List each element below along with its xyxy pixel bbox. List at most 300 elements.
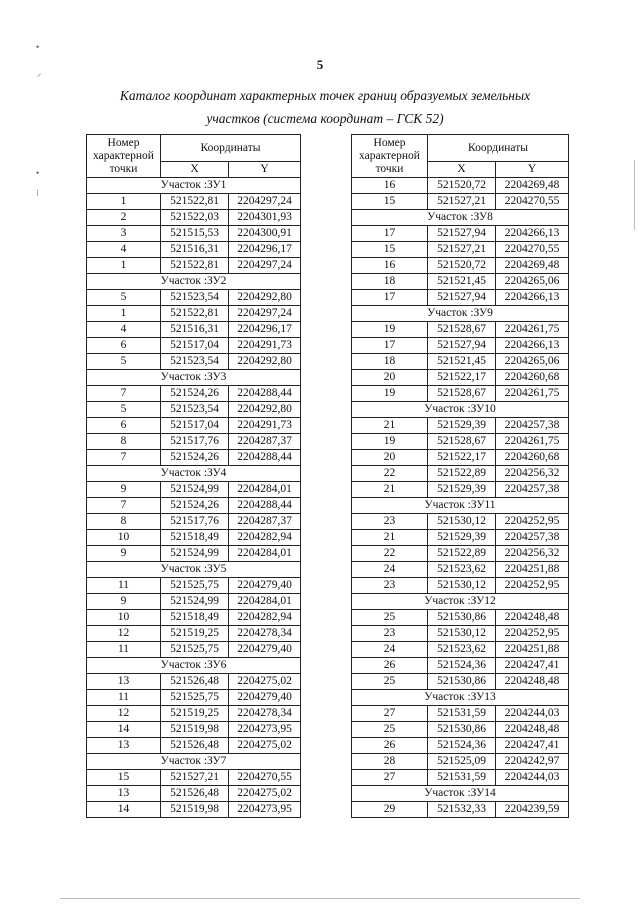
- point-number-cell: 13: [87, 738, 161, 754]
- point-number-cell: 23: [352, 578, 428, 594]
- section-row: [352, 306, 569, 322]
- y-coordinate-cell: 2204297,24: [229, 194, 301, 210]
- x-coordinate-cell: 521515,53: [161, 226, 229, 242]
- point-number-cell: 21: [352, 482, 428, 498]
- x-coordinate-cell: 521525,75: [161, 642, 229, 658]
- x-coordinate-cell: 521524,26: [161, 498, 229, 514]
- x-coordinate-cell: 521520,72: [428, 258, 496, 274]
- point-number-cell: 22: [352, 466, 428, 482]
- table-row: [87, 706, 301, 722]
- header-point-number-line: точки: [375, 162, 404, 175]
- y-coordinate-cell: 2204288,44: [229, 450, 301, 466]
- y-coordinate-cell: 2204261,75: [496, 322, 569, 338]
- x-coordinate-cell: 521521,45: [428, 354, 496, 370]
- x-coordinate-cell: 521522,89: [428, 546, 496, 562]
- table-row: [352, 418, 569, 434]
- x-coordinate-cell: 521525,75: [161, 690, 229, 706]
- y-coordinate-cell: 2204266,13: [496, 338, 569, 354]
- table-row: [87, 338, 301, 354]
- section-row: [87, 274, 301, 290]
- x-coordinate-cell: 521527,94: [428, 226, 496, 242]
- table-row: [87, 642, 301, 658]
- header-point-number: [352, 135, 428, 178]
- table-row: [352, 274, 569, 290]
- x-coordinate-cell: 521519,25: [161, 626, 229, 642]
- table-row: [87, 578, 301, 594]
- table-row: [87, 210, 301, 226]
- section-row: [87, 466, 301, 482]
- point-number-cell: 23: [352, 626, 428, 642]
- section-title: Участок :ЗУ2: [87, 274, 301, 290]
- table-row: [87, 386, 301, 402]
- x-coordinate-cell: 521517,04: [161, 418, 229, 434]
- x-coordinate-cell: 521526,48: [161, 786, 229, 802]
- y-coordinate-cell: 2204248,48: [496, 674, 569, 690]
- section-title: Участок :ЗУ6: [87, 658, 301, 674]
- section-title: Участок :ЗУ13: [352, 690, 569, 706]
- y-coordinate-cell: 2204247,41: [496, 738, 569, 754]
- x-coordinate-cell: 521522,17: [428, 450, 496, 466]
- table-row: [87, 402, 301, 418]
- table-row: [352, 626, 569, 642]
- x-coordinate-cell: 521529,39: [428, 418, 496, 434]
- x-coordinate-cell: 521527,94: [428, 290, 496, 306]
- table-row: [87, 434, 301, 450]
- y-coordinate-cell: 2204287,37: [229, 434, 301, 450]
- x-coordinate-cell: 521525,09: [428, 754, 496, 770]
- y-coordinate-cell: 2204284,01: [229, 546, 301, 562]
- point-number-cell: 21: [352, 530, 428, 546]
- x-coordinate-cell: 521517,76: [161, 514, 229, 530]
- table-row: [352, 194, 569, 210]
- header-coordinates: Координаты: [161, 135, 301, 162]
- point-number-cell: 8: [87, 434, 161, 450]
- point-number-cell: 9: [87, 594, 161, 610]
- y-coordinate-cell: 2204261,75: [496, 434, 569, 450]
- point-number-cell: 18: [352, 274, 428, 290]
- table-row: [87, 546, 301, 562]
- x-coordinate-cell: 521530,86: [428, 610, 496, 626]
- table-row: [87, 498, 301, 514]
- point-number-cell: 2: [87, 210, 161, 226]
- point-number-cell: 14: [87, 802, 161, 818]
- point-number-cell: 11: [87, 578, 161, 594]
- point-number-cell: 20: [352, 450, 428, 466]
- y-coordinate-cell: 2204288,44: [229, 498, 301, 514]
- table-row: [87, 610, 301, 626]
- y-coordinate-cell: 2204282,94: [229, 610, 301, 626]
- y-coordinate-cell: 2204269,48: [496, 178, 569, 194]
- y-coordinate-cell: 2204279,40: [229, 642, 301, 658]
- table-row: [352, 738, 569, 754]
- point-number-cell: 11: [87, 642, 161, 658]
- table-row: [87, 738, 301, 754]
- x-coordinate-cell: 521523,54: [161, 402, 229, 418]
- x-coordinate-cell: 521524,36: [428, 738, 496, 754]
- y-coordinate-cell: 2204269,48: [496, 258, 569, 274]
- x-coordinate-cell: 521522,81: [161, 194, 229, 210]
- y-coordinate-cell: 2204265,06: [496, 354, 569, 370]
- table-row: [87, 514, 301, 530]
- x-coordinate-cell: 521522,81: [161, 258, 229, 274]
- scan-dot: •: [36, 42, 40, 52]
- y-coordinate-cell: 2204242,97: [496, 754, 569, 770]
- point-number-cell: 24: [352, 562, 428, 578]
- x-coordinate-cell: 521530,86: [428, 722, 496, 738]
- y-coordinate-cell: 2204292,80: [229, 354, 301, 370]
- table-row: [87, 674, 301, 690]
- point-number-cell: 26: [352, 658, 428, 674]
- x-coordinate-cell: 521519,25: [161, 706, 229, 722]
- y-coordinate-cell: 2204252,95: [496, 626, 569, 642]
- y-coordinate-cell: 2204270,55: [229, 770, 301, 786]
- x-coordinate-cell: 521527,21: [161, 770, 229, 786]
- x-coordinate-cell: 521517,76: [161, 434, 229, 450]
- x-coordinate-cell: 521528,67: [428, 386, 496, 402]
- point-number-cell: 1: [87, 306, 161, 322]
- y-coordinate-cell: 2204248,48: [496, 610, 569, 626]
- table-row: [352, 530, 569, 546]
- y-coordinate-cell: 2204300,91: [229, 226, 301, 242]
- x-coordinate-cell: 521518,49: [161, 610, 229, 626]
- x-coordinate-cell: 521522,03: [161, 210, 229, 226]
- x-coordinate-cell: 521519,98: [161, 722, 229, 738]
- point-number-cell: 21: [352, 418, 428, 434]
- point-number-cell: 15: [352, 194, 428, 210]
- y-coordinate-cell: 2204270,55: [496, 242, 569, 258]
- table-row: [352, 578, 569, 594]
- coordinates-table-right: [351, 134, 569, 818]
- x-coordinate-cell: 521524,99: [161, 594, 229, 610]
- header-point-number: [87, 135, 161, 178]
- table-row: [87, 226, 301, 242]
- table-row: [87, 290, 301, 306]
- point-number-cell: 5: [87, 402, 161, 418]
- point-number-cell: 27: [352, 770, 428, 786]
- table-row: [87, 354, 301, 370]
- table-row: [352, 258, 569, 274]
- section-title: Участок :ЗУ5: [87, 562, 301, 578]
- x-coordinate-cell: 521524,36: [428, 658, 496, 674]
- y-coordinate-cell: 2204252,95: [496, 514, 569, 530]
- point-number-cell: 4: [87, 242, 161, 258]
- table-row: [87, 242, 301, 258]
- x-coordinate-cell: 521519,98: [161, 802, 229, 818]
- x-coordinate-cell: 521523,54: [161, 354, 229, 370]
- point-number-cell: 13: [87, 786, 161, 802]
- y-coordinate-cell: 2204292,80: [229, 290, 301, 306]
- table-row: [352, 610, 569, 626]
- table-row: [352, 754, 569, 770]
- point-number-cell: 17: [352, 338, 428, 354]
- y-coordinate-cell: 2204279,40: [229, 690, 301, 706]
- table-row: [87, 802, 301, 818]
- table-row: [352, 674, 569, 690]
- point-number-cell: 15: [87, 770, 161, 786]
- y-coordinate-cell: 2204251,88: [496, 562, 569, 578]
- section-row: [352, 210, 569, 226]
- header-point-number-line: характерной: [359, 149, 420, 162]
- table-row: [352, 562, 569, 578]
- coordinates-table-left: [86, 134, 301, 818]
- table-row: [352, 802, 569, 818]
- x-coordinate-cell: 521532,33: [428, 802, 496, 818]
- table-row: [352, 322, 569, 338]
- section-row: [87, 562, 301, 578]
- scan-edge-line: [634, 160, 635, 230]
- point-number-cell: 20: [352, 370, 428, 386]
- x-coordinate-cell: 521527,21: [428, 194, 496, 210]
- y-coordinate-cell: 2204297,24: [229, 306, 301, 322]
- point-number-cell: 7: [87, 450, 161, 466]
- x-coordinate-cell: 521525,75: [161, 578, 229, 594]
- x-coordinate-cell: 521527,21: [428, 242, 496, 258]
- x-coordinate-cell: 521523,62: [428, 642, 496, 658]
- point-number-cell: 12: [87, 626, 161, 642]
- y-coordinate-cell: 2204265,06: [496, 274, 569, 290]
- table-row: [87, 450, 301, 466]
- header-coordinates: Координаты: [428, 135, 569, 162]
- y-coordinate-cell: 2204256,32: [496, 466, 569, 482]
- section-row: [352, 786, 569, 802]
- point-number-cell: 22: [352, 546, 428, 562]
- point-number-cell: 19: [352, 386, 428, 402]
- y-coordinate-cell: 2204284,01: [229, 594, 301, 610]
- table-row: [352, 482, 569, 498]
- header-point-number-line: характерной: [93, 149, 154, 162]
- table-row: [87, 306, 301, 322]
- point-number-cell: 17: [352, 226, 428, 242]
- point-number-cell: 24: [352, 642, 428, 658]
- x-coordinate-cell: 521528,67: [428, 322, 496, 338]
- x-coordinate-cell: 521526,48: [161, 674, 229, 690]
- point-number-cell: 18: [352, 354, 428, 370]
- header-x: X: [428, 162, 496, 178]
- table-row: [87, 194, 301, 210]
- y-coordinate-cell: 2204297,24: [229, 258, 301, 274]
- table-row: [352, 706, 569, 722]
- point-number-cell: 25: [352, 722, 428, 738]
- page-number: 5: [316, 57, 324, 72]
- y-coordinate-cell: 2204288,44: [229, 386, 301, 402]
- header-y: Y: [229, 162, 301, 178]
- y-coordinate-cell: 2204278,34: [229, 706, 301, 722]
- x-coordinate-cell: 521524,99: [161, 482, 229, 498]
- y-coordinate-cell: 2204244,03: [496, 770, 569, 786]
- x-coordinate-cell: 521523,54: [161, 290, 229, 306]
- table-row: [87, 626, 301, 642]
- point-number-cell: 4: [87, 322, 161, 338]
- y-coordinate-cell: 2204251,88: [496, 642, 569, 658]
- x-coordinate-cell: 521521,45: [428, 274, 496, 290]
- header-x: X: [161, 162, 229, 178]
- x-coordinate-cell: 521523,62: [428, 562, 496, 578]
- y-coordinate-cell: 2204260,68: [496, 450, 569, 466]
- point-number-cell: 23: [352, 514, 428, 530]
- y-coordinate-cell: 2204275,02: [229, 738, 301, 754]
- table-row: [87, 722, 301, 738]
- y-coordinate-cell: 2204296,17: [229, 242, 301, 258]
- scan-dot: ⁝: [36, 188, 39, 198]
- point-number-cell: 6: [87, 418, 161, 434]
- x-coordinate-cell: 521528,67: [428, 434, 496, 450]
- y-coordinate-cell: 2204273,95: [229, 802, 301, 818]
- point-number-cell: 26: [352, 738, 428, 754]
- x-coordinate-cell: 521524,26: [161, 450, 229, 466]
- table-row: [352, 722, 569, 738]
- table-row: [352, 514, 569, 530]
- y-coordinate-cell: 2204248,48: [496, 722, 569, 738]
- table-row: [87, 418, 301, 434]
- section-title: Участок :ЗУ9: [352, 306, 569, 322]
- point-number-cell: 16: [352, 178, 428, 194]
- table-row: [352, 466, 569, 482]
- section-title: Участок :ЗУ14: [352, 786, 569, 802]
- table-row: [352, 386, 569, 402]
- x-coordinate-cell: 521516,31: [161, 322, 229, 338]
- table-row: [87, 690, 301, 706]
- table-row: [87, 530, 301, 546]
- point-number-cell: 10: [87, 530, 161, 546]
- point-number-cell: 12: [87, 706, 161, 722]
- section-title: Участок :ЗУ11: [352, 498, 569, 514]
- y-coordinate-cell: 2204282,94: [229, 530, 301, 546]
- x-coordinate-cell: 521520,72: [428, 178, 496, 194]
- table-row: [352, 338, 569, 354]
- section-title: Участок :ЗУ3: [87, 370, 301, 386]
- table-row: [352, 370, 569, 386]
- heading-line-2: участков (система координат – ГСК 52): [206, 111, 444, 126]
- section-row: [352, 594, 569, 610]
- point-number-cell: 5: [87, 354, 161, 370]
- point-number-cell: 14: [87, 722, 161, 738]
- section-title: Участок :ЗУ7: [87, 754, 301, 770]
- y-coordinate-cell: 2204287,37: [229, 514, 301, 530]
- y-coordinate-cell: 2204239,59: [496, 802, 569, 818]
- x-coordinate-cell: 521530,86: [428, 674, 496, 690]
- table-row: [352, 226, 569, 242]
- y-coordinate-cell: 2204284,01: [229, 482, 301, 498]
- x-coordinate-cell: 521530,12: [428, 626, 496, 642]
- point-number-cell: 15: [352, 242, 428, 258]
- x-coordinate-cell: 521530,12: [428, 514, 496, 530]
- y-coordinate-cell: 2204273,95: [229, 722, 301, 738]
- table-row: [87, 258, 301, 274]
- x-coordinate-cell: 521529,39: [428, 482, 496, 498]
- y-coordinate-cell: 2204256,32: [496, 546, 569, 562]
- x-coordinate-cell: 521527,94: [428, 338, 496, 354]
- point-number-cell: 16: [352, 258, 428, 274]
- x-coordinate-cell: 521526,48: [161, 738, 229, 754]
- x-coordinate-cell: 521524,99: [161, 546, 229, 562]
- y-coordinate-cell: 2204291,73: [229, 418, 301, 434]
- table-row: [352, 450, 569, 466]
- table-row: [352, 354, 569, 370]
- point-number-cell: 27: [352, 706, 428, 722]
- x-coordinate-cell: 521522,81: [161, 306, 229, 322]
- point-number-cell: 19: [352, 434, 428, 450]
- table-row: [352, 242, 569, 258]
- table-row: [352, 290, 569, 306]
- header-point-number-line: Номер: [373, 136, 406, 149]
- y-coordinate-cell: 2204278,34: [229, 626, 301, 642]
- table-row: [87, 594, 301, 610]
- point-number-cell: 7: [87, 386, 161, 402]
- point-number-cell: 7: [87, 498, 161, 514]
- scan-dot: •: [36, 168, 40, 178]
- point-number-cell: 29: [352, 802, 428, 818]
- table-row: [352, 546, 569, 562]
- section-row: [87, 658, 301, 674]
- catalog-heading: [60, 84, 590, 130]
- x-coordinate-cell: 521516,31: [161, 242, 229, 258]
- point-number-cell: 28: [352, 754, 428, 770]
- y-coordinate-cell: 2204266,13: [496, 226, 569, 242]
- table-row: [87, 770, 301, 786]
- y-coordinate-cell: 2204257,38: [496, 530, 569, 546]
- x-coordinate-cell: 521524,26: [161, 386, 229, 402]
- x-coordinate-cell: 521530,12: [428, 578, 496, 594]
- x-coordinate-cell: 521522,89: [428, 466, 496, 482]
- point-number-cell: 17: [352, 290, 428, 306]
- point-number-cell: 25: [352, 610, 428, 626]
- y-coordinate-cell: 2204261,75: [496, 386, 569, 402]
- y-coordinate-cell: 2204260,68: [496, 370, 569, 386]
- point-number-cell: 11: [87, 690, 161, 706]
- y-coordinate-cell: 2204244,03: [496, 706, 569, 722]
- x-coordinate-cell: 521517,04: [161, 338, 229, 354]
- point-number-cell: 25: [352, 674, 428, 690]
- table-row: [352, 642, 569, 658]
- y-coordinate-cell: 2204247,41: [496, 658, 569, 674]
- header-point-number-line: точки: [109, 162, 138, 175]
- point-number-cell: 6: [87, 338, 161, 354]
- y-coordinate-cell: 2204292,80: [229, 402, 301, 418]
- table-row: [87, 786, 301, 802]
- table-row: [87, 482, 301, 498]
- header-y: Y: [496, 162, 569, 178]
- x-coordinate-cell: 521518,49: [161, 530, 229, 546]
- point-number-cell: 10: [87, 610, 161, 626]
- point-number-cell: 13: [87, 674, 161, 690]
- point-number-cell: 8: [87, 514, 161, 530]
- table-row: [352, 658, 569, 674]
- y-coordinate-cell: 2204257,38: [496, 482, 569, 498]
- y-coordinate-cell: 2204266,13: [496, 290, 569, 306]
- point-number-cell: 3: [87, 226, 161, 242]
- section-title: Участок :ЗУ1: [87, 178, 301, 194]
- y-coordinate-cell: 2204275,02: [229, 786, 301, 802]
- y-coordinate-cell: 2204279,40: [229, 578, 301, 594]
- section-title: Участок :ЗУ10: [352, 402, 569, 418]
- section-row: [352, 402, 569, 418]
- section-row: [352, 690, 569, 706]
- point-number-cell: 1: [87, 194, 161, 210]
- point-number-cell: 5: [87, 290, 161, 306]
- scan-edge-line: [60, 898, 580, 899]
- table-row: [352, 770, 569, 786]
- section-row: [87, 754, 301, 770]
- table-row: [352, 178, 569, 194]
- x-coordinate-cell: 521531,59: [428, 770, 496, 786]
- y-coordinate-cell: 2204296,17: [229, 322, 301, 338]
- heading-line-1: Каталог координат характерных точек границ образуемых земельных: [119, 88, 531, 103]
- x-coordinate-cell: 521529,39: [428, 530, 496, 546]
- section-row: [87, 370, 301, 386]
- y-coordinate-cell: 2204301,93: [229, 210, 301, 226]
- point-number-cell: 1: [87, 258, 161, 274]
- section-title: Участок :ЗУ4: [87, 466, 301, 482]
